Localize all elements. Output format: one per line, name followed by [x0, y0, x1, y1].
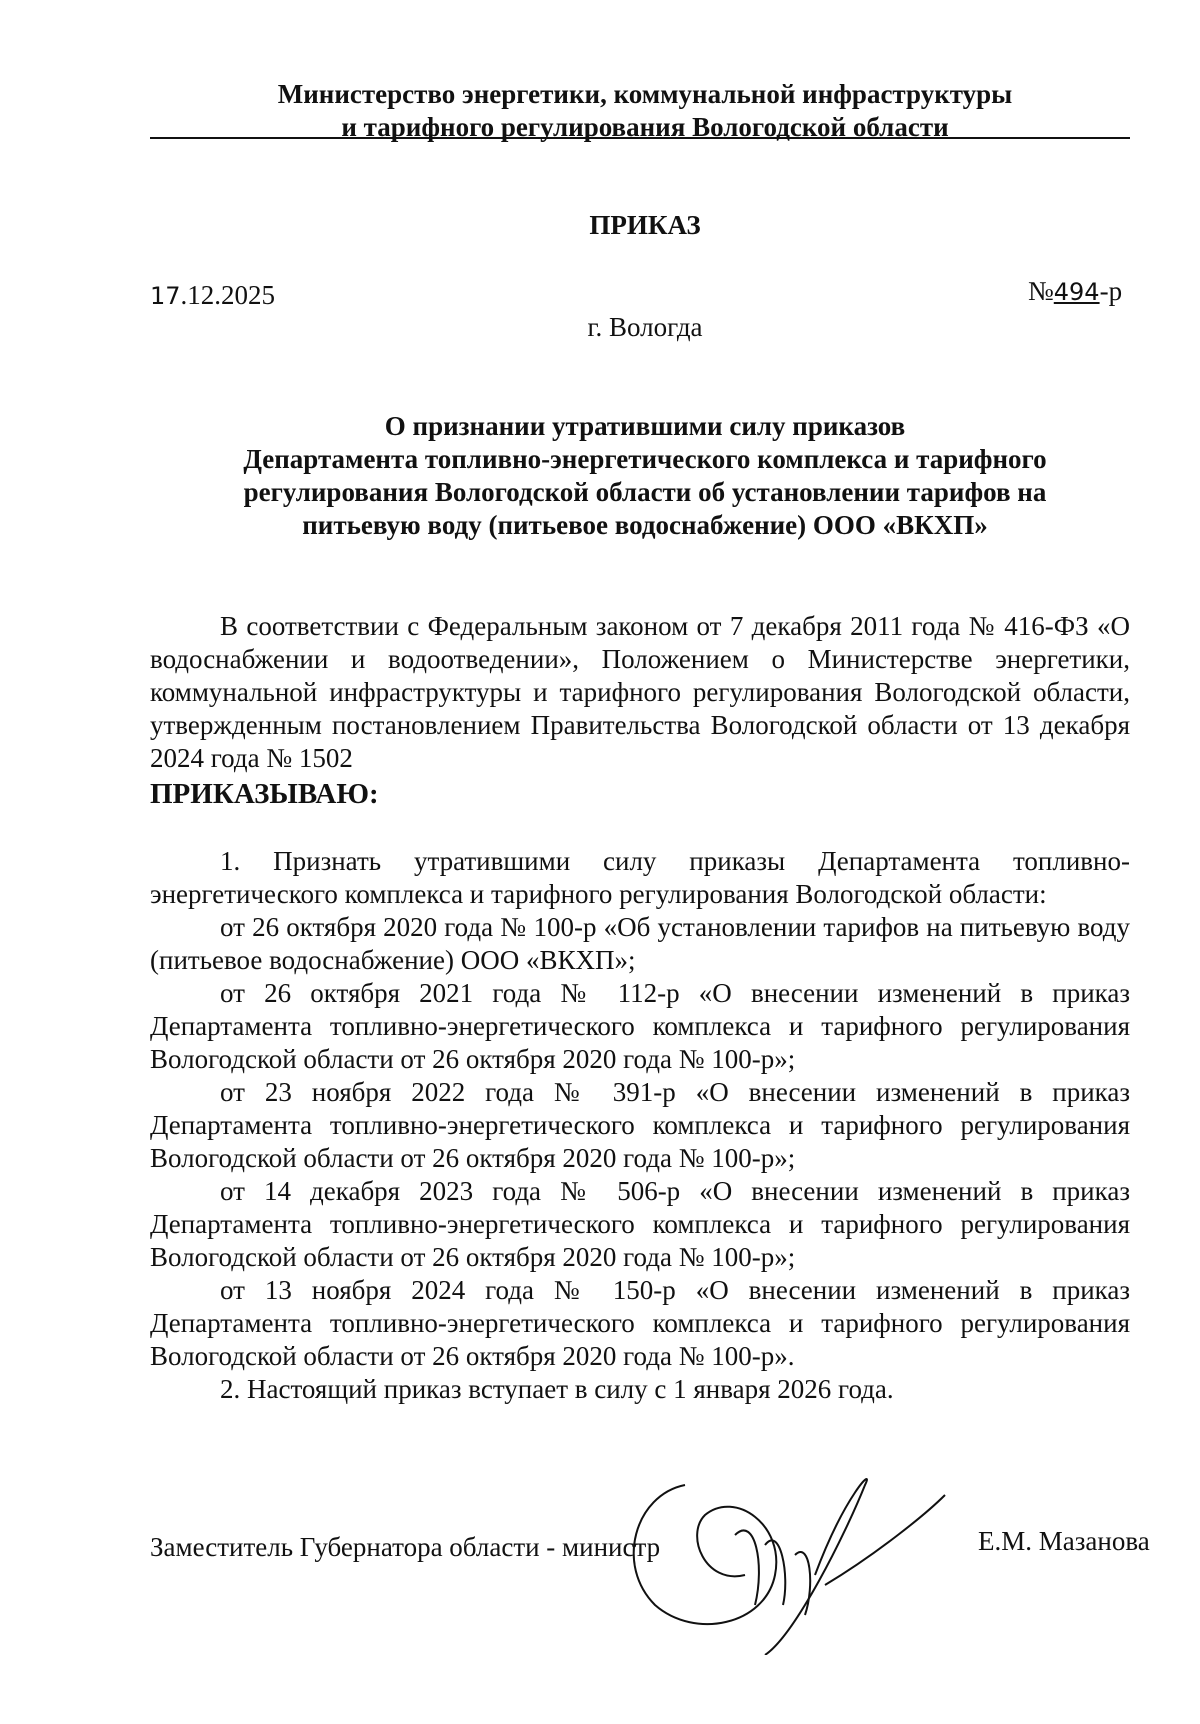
order-date-day: 17	[150, 282, 181, 310]
item-2-paragraph: 2. Настоящий приказ вступает в силу с 1 января 2026 года.	[220, 1374, 894, 1404]
repealed-order-item: от 23 ноября 2022 года № 391-р «О внесении изменений в приказ Департамента топливно-энергетического комплекса и тарифного регулирования Вологодской области от 26 октября 2020 года № 100-р»;	[150, 1077, 1130, 1173]
handwritten-signature	[615, 1455, 975, 1655]
ministry-line-2: и тарифного регулирования Вологодской области	[341, 112, 949, 142]
signatory-name: Е.М. Мазанова	[978, 1526, 1150, 1556]
ministry-line-1: Министерство энергетики, коммунальной инфраструктуры	[277, 79, 1013, 109]
ministry-header	[150, 78, 1140, 144]
repealed-order-item: от 26 октября 2021 года № 112-р «О внесении изменений в приказ Департамента топливно-энергетического комплекса и тарифного регулирования Вологодской области от 26 октября 2020 года № 100-р»;	[150, 978, 1130, 1074]
order-number-suffix: -р	[1099, 276, 1123, 306]
order-title	[150, 410, 1140, 542]
order-directive: ПРИКАЗЫВАЮ:	[150, 778, 379, 810]
document-type: ПРИКАЗ	[589, 210, 701, 240]
order-city: г. Вологда	[587, 312, 703, 342]
order-number-prefix: №	[1028, 276, 1054, 306]
item-1-intro: 1. Признать утратившими силу приказы Департамента топливно-энергетического комплекса и тарифного регулирования Вологодской области:	[150, 846, 1130, 909]
order-number	[1028, 276, 1122, 307]
title-line-2: Департамента топливно-энергетического комплекса и тарифного	[243, 444, 1047, 474]
order-date	[150, 280, 275, 311]
title-line-4: питьевую воду (питьевое водоснабжение) ООО «ВКХП»	[302, 510, 988, 540]
order-date-rest: .12.2025	[180, 280, 276, 310]
title-line-3: регулирования Вологодской области об установлении тарифов на	[243, 477, 1047, 507]
repealed-order-item: от 26 октября 2020 года № 100-р «Об установлении тарифов на питьевую воду (питьевое водоснабжение) ООО «ВКХП»;	[150, 912, 1130, 975]
preamble-paragraph: В соответствии с Федеральным законом от 7 декабря 2011 года № 416-ФЗ «О водоснабжении и водоотведении», Положением о Министерстве энергетики, коммунальной инфраструктуры и тарифного регулирования Вологодской области, утвержденным постановлением Правительства Вологодской области от 13 декабря 2024 года № 1502	[150, 611, 1130, 773]
order-body	[150, 610, 1130, 1406]
title-line-1: О признании утратившими силу приказов	[384, 411, 906, 441]
repealed-order-item: от 14 декабря 2023 года № 506-р «О внесении изменений в приказ Департамента топливно-энергетического комплекса и тарифного регулирования Вологодской области от 26 октября 2020 года № 100-р»;	[150, 1176, 1130, 1272]
repealed-order-item: от 13 ноября 2024 года № 150-р «О внесении изменений в приказ Департамента топливно-энергетического комплекса и тарифного регулирования Вологодской области от 26 октября 2020 года № 100-р».	[150, 1275, 1130, 1371]
order-number-value: 494	[1053, 278, 1100, 306]
signatory-position: Заместитель Губернатора области - министр	[150, 1532, 661, 1562]
header-divider	[150, 137, 1130, 139]
